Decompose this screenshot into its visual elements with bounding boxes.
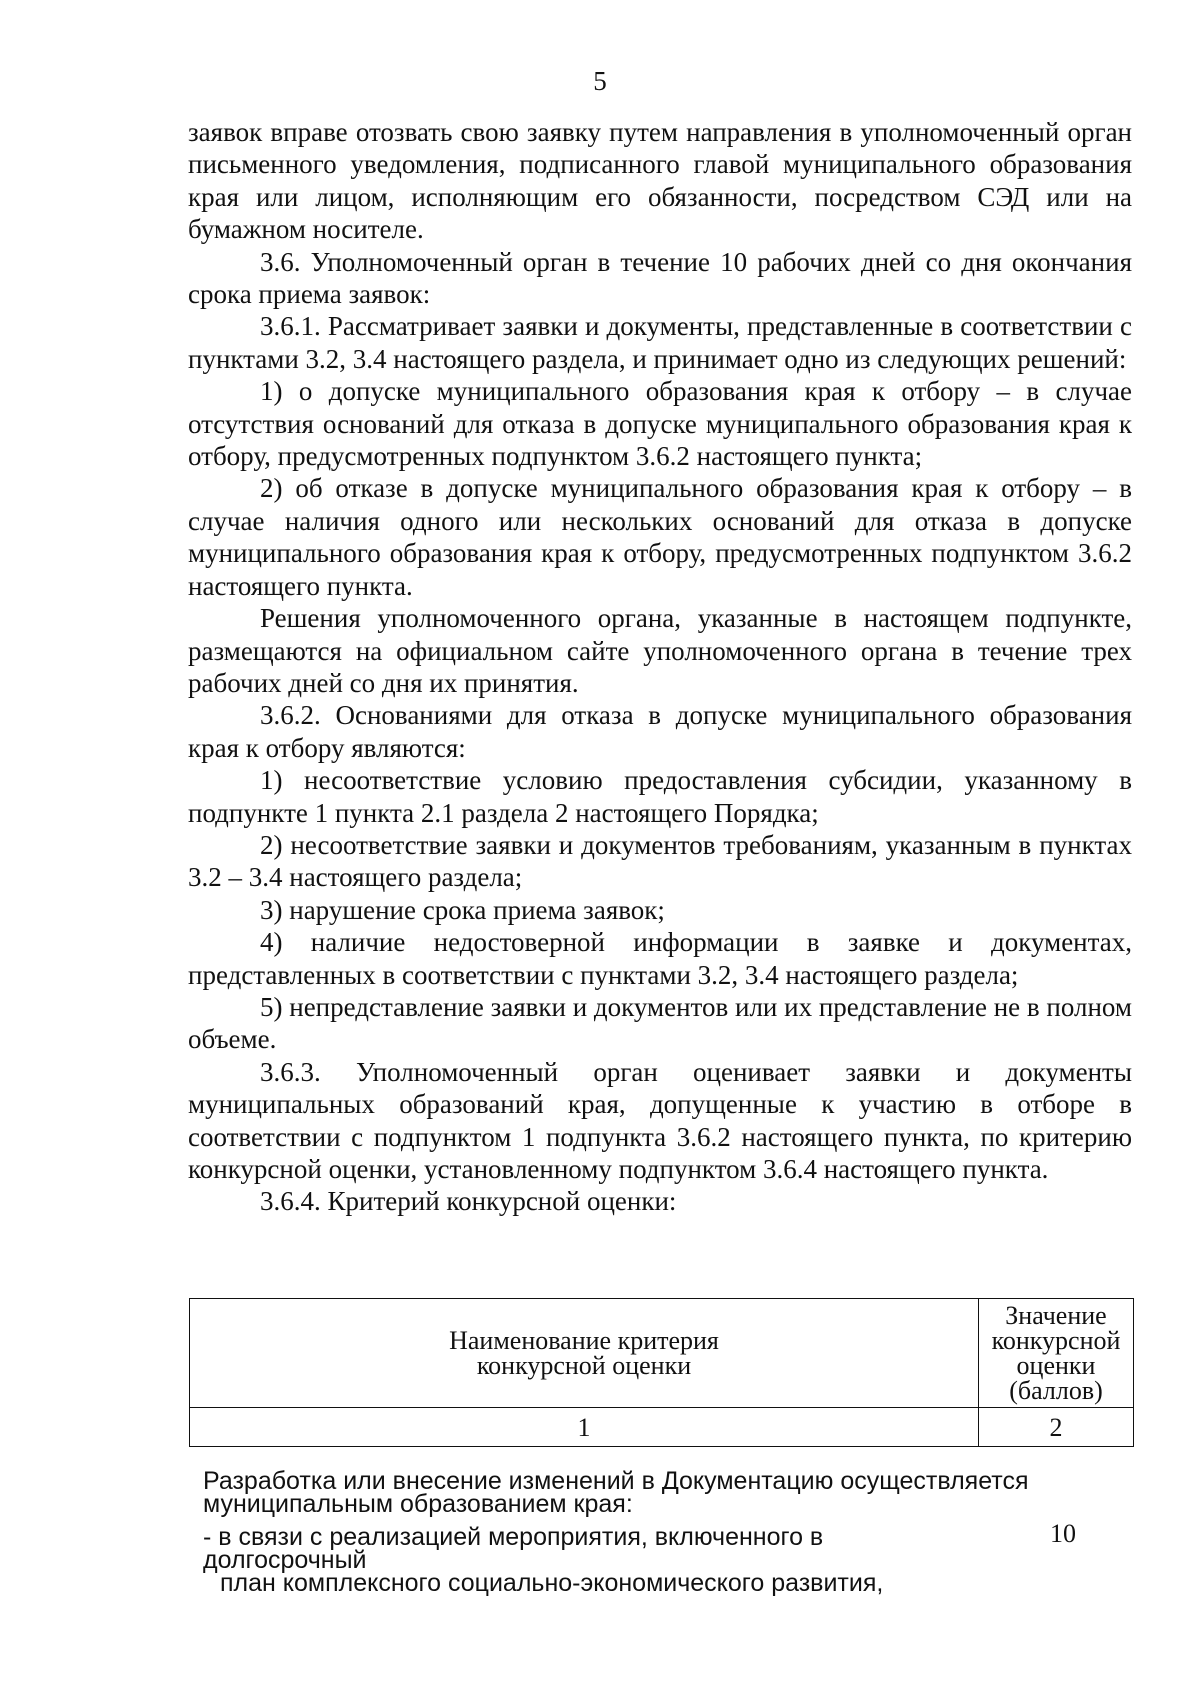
criterion-item-text xyxy=(203,1523,963,1597)
paragraph: 2) об отказе в допуске муниципального образования края к отбору – в случае наличия одного или нескольких оснований для отказа в допуске муниципального образования края к отбору, предусмотренных подпунктом 3.6.2 настоящего пункта. xyxy=(188,473,1132,601)
document-body xyxy=(188,116,1132,1218)
table-row xyxy=(203,1467,1123,1597)
criterion-item-line: - в связи с реализацией мероприятия, включенного в долгосрочный xyxy=(203,1523,824,1574)
table-number-row xyxy=(190,1408,1134,1447)
paragraph: заявок вправе отозвать свою заявку путем направления в уполномоченный орган письменного уведомления, подписанного главой муниципального образования края или лицом, исполняющим его обязанности, посредством СЭД или на бумажном носителе. xyxy=(188,117,1132,245)
paragraph: 4) наличие недостоверной информации в заявке и документах, представленных в соответствии с пунктами 3.2, 3.4 настоящего раздела; xyxy=(188,927,1132,990)
paragraph: 3.6.3. Уполномоченный орган оценивает заявки и документы муниципальных образований края, допущенные к участию в отборе в соответствии с подпунктом 1 подпункта 3.6.2 настоящего пункта, по критерию конкурсной оценки, установленному подпунктом 3.6.4 настоящего пункта. xyxy=(188,1056,1132,1184)
paragraph: Решения уполномоченного органа, указанные в настоящем подпункте, размещаются на официальном сайте уполномоченного органа в течение трех рабочих дней со дня их принятия. xyxy=(188,603,1132,698)
paragraph: 1) несоответствие условию предоставления субсидии, указанному в подпункте 1 пункта 2.1 раздела 2 настоящего Порядка; xyxy=(188,765,1132,828)
criterion-heading: Разработка или внесение изменений в Документацию осуществляется муниципальным образованием края: xyxy=(203,1467,1029,1518)
paragraph: 2) несоответствие заявки и документов требованиям, указанным в пунктах 3.2 – 3.4 настоящего раздела; xyxy=(188,829,1132,893)
table-header-row xyxy=(190,1299,1134,1408)
header-criterion-value: Значение конкурсной оценки (баллов) xyxy=(979,1299,1134,1408)
criterion-item xyxy=(203,1519,1123,1597)
column-number-1: 1 xyxy=(190,1408,979,1447)
paragraph: 3.6.2. Основаниями для отказа в допуске муниципального образования края к отбору являются: xyxy=(188,700,1132,763)
paragraph: 3.6. Уполномоченный орган в течение 10 рабочих дней со дня окончания срока приема заявок: xyxy=(188,246,1132,310)
criterion-item-line: план комплексного социально-экономического развития, xyxy=(220,1569,884,1597)
paragraph: 3.6.1. Рассматривает заявки и документы, представленные в соответствии с пунктами 3.2, 3.4 настоящего раздела, и принимает одно из следующих решений: xyxy=(188,311,1132,374)
criterion-score: 10 xyxy=(1050,1519,1076,1548)
paragraph: 5) непредставление заявки и документов или их представление не в полном объеме. xyxy=(188,991,1132,1055)
paragraph: 3.6.4. Критерий конкурсной оценки: xyxy=(260,1186,677,1217)
criteria-table xyxy=(189,1298,1134,1447)
paragraph: 1) о допуске муниципального образования края к отбору – в случае отсутствия оснований для отказа в допуске муниципального образования края к отбору, предусмотренных подпунктом 3.6.2 настоящего пункта; xyxy=(188,376,1132,472)
header-criterion-name: Наименование критерия конкурсной оценки xyxy=(190,1299,979,1408)
paragraph: 3) нарушение срока приема заявок; xyxy=(260,894,665,925)
page-number: 5 xyxy=(593,66,607,96)
column-number-2: 2 xyxy=(979,1408,1134,1447)
